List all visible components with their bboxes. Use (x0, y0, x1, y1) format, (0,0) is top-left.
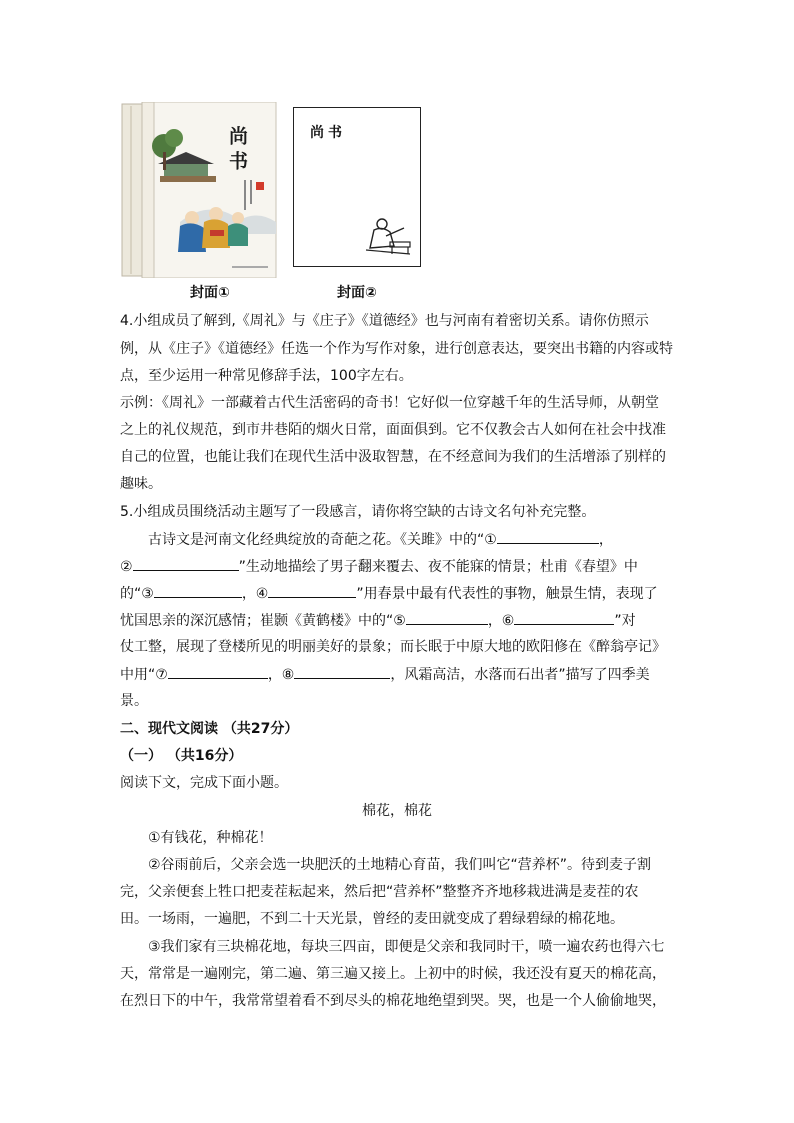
cover-1-caption: 封面① (190, 285, 230, 301)
q5-text: ，⑧ (267, 667, 295, 683)
q5-para-line-7: 景。 (120, 693, 148, 709)
answer-blank-8[interactable] (294, 664, 390, 679)
q5-text: 古诗文是河南文化经典绽放的奇葩之花。《关雎》中的“① (148, 532, 497, 548)
article-para-3-line-2: 天，常常是一遍刚完，第二遍、第三遍又接上。上初中的时候，我还没有夏天的棉花高， (120, 966, 666, 982)
q5-para-line-2 (120, 556, 638, 577)
book-cover-illustration-2 (293, 107, 421, 267)
q5-text: 忧国思亲的深沉感情；崔颢《黄鹤楼》中的“⑤ (120, 613, 406, 629)
q5-para-line-1 (148, 529, 613, 550)
answer-blank-7[interactable] (168, 664, 268, 679)
q5-text: ”对 (614, 613, 636, 629)
q5-text: ② (120, 559, 133, 575)
article-para-3-line-1: ③我们家有三块棉花地，每块三四亩，即便是父亲和我同时干，喷一遍农药也得六七 (148, 939, 665, 955)
reading-scholar-icon (360, 210, 414, 258)
q5-text: ，⑥ (487, 613, 515, 629)
q4-line-3: 点，至少运用一种常见修辞手法，100字左右。 (120, 368, 413, 384)
q5-text: ， (598, 532, 613, 548)
q5-para-line-6 (120, 664, 650, 685)
answer-blank-4[interactable] (268, 583, 356, 598)
reading-instruction: 阅读下文，完成下面小题。 (120, 775, 288, 791)
section-heading: 二、现代文阅读 （共27分） (120, 721, 299, 737)
subsection-heading: （一） （共16分） (120, 748, 243, 764)
article-para-1: ①有钱花，种棉花！ (148, 830, 273, 846)
q5-text: 的“③ (120, 586, 154, 602)
q5-para-line-3 (120, 583, 658, 604)
q4-example-3: 自己的位置，也能让我们在现代生活中汲取智慧，在不经意间为我们的生活增添了别样的 (120, 449, 666, 465)
q4-line-2: 例，从《庄子》《道德经》任选一个作为写作对象，进行创意表达，要突出书籍的内容或特 (120, 341, 673, 357)
book-cover-1-icon (120, 102, 278, 278)
answer-blank-5[interactable] (406, 610, 488, 625)
q5-text: ”生动地描绘了男子翻来覆去、夜不能寐的情景；杜甫《春望》中 (238, 559, 638, 575)
cover-2-caption: 封面② (337, 285, 377, 301)
article-para-2-line-1: ②谷雨前后，父亲会选一块肥沃的土地精心育苗，我们叫它“营养杯”。待到麦子割 (148, 857, 652, 873)
q5-prompt: 5.小组成员围绕活动主题写了一段感言，请你将空缺的古诗文名句补充完整。 (120, 504, 596, 520)
q5-text: ”用春景中最有代表性的事物，触景生情，表现了 (356, 586, 658, 602)
q5-text: ，④ (241, 586, 269, 602)
q5-text: 中用“⑦ (120, 667, 168, 683)
cover-2-title: 尚书 (310, 125, 346, 141)
article-para-3-line-3: 在烈日下的中午，我常常望着看不到尽头的棉花地绝望到哭。哭，也是一个人偷偷地哭， (120, 993, 666, 1009)
answer-blank-1[interactable] (497, 529, 599, 544)
q5-para-line-5: 仗工整，展现了登楼所见的明丽美好的景象；而长眠于中原大地的欧阳修在《醉翁亭记》 (120, 639, 666, 655)
answer-blank-6[interactable] (514, 610, 614, 625)
article-para-2-line-2: 完，父亲便套上牲口把麦茬耘起来，然后把“营养杯”整整齐齐地移栽进满是麦茬的农 (120, 884, 639, 900)
q4-example-2: 之上的礼仪规范，到市井巷陌的烟火日常，面面俱到。它不仅教会古人如何在社会中找准 (120, 422, 666, 438)
cover-1-title: 尚书 (226, 126, 248, 176)
q4-example-1: 示例：《周礼》一部藏着古代生活密码的奇书！它好似一位穿越千年的生活导师，从朝堂 (120, 395, 659, 411)
answer-blank-3[interactable] (154, 583, 242, 598)
q5-para-line-4 (120, 610, 636, 631)
q4-line-1: 4.小组成员了解到,《周礼》与《庄子》《道德经》也与河南有着密切关系。请你仿照示 (120, 313, 649, 329)
q4-example-4: 趣味。 (120, 476, 162, 492)
article-para-2-line-3: 田。一场雨，一遍肥，不到二十天光景，曾经的麦田就变成了碧绿碧绿的棉花地。 (120, 911, 624, 927)
article-title: 棉花，棉花 (362, 803, 432, 819)
answer-blank-2[interactable] (133, 556, 239, 571)
q5-text: ，风霜高洁，水落而石出者”描写了四季美 (390, 667, 650, 683)
book-cover-illustration-1 (120, 102, 278, 278)
